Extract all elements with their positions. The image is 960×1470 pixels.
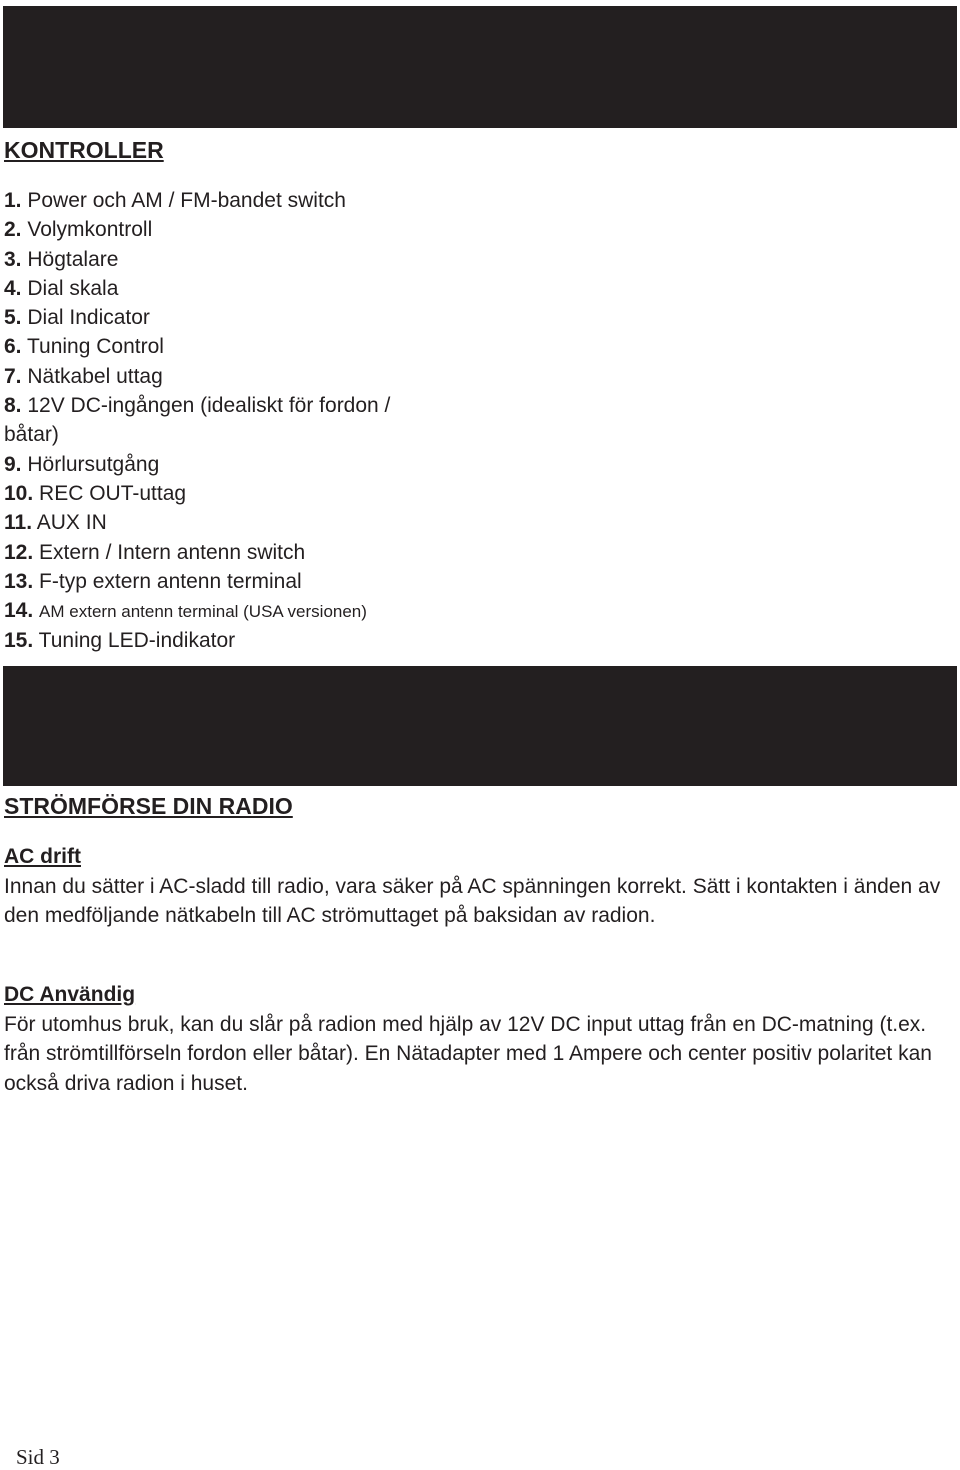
section-divider-bar xyxy=(3,666,957,786)
kontroller-heading: KONTROLLER xyxy=(4,137,164,163)
controls-list-item xyxy=(4,362,390,391)
controls-list-item xyxy=(4,450,390,479)
item-number: 10. xyxy=(4,481,34,505)
item-text: Volymkontroll xyxy=(27,218,153,242)
item-text: Tuning Control xyxy=(26,335,164,359)
item-text: Tuning LED-indikator xyxy=(38,629,236,653)
item-number: 6. xyxy=(4,335,22,359)
controls-list-item xyxy=(4,626,390,655)
item-number: 9. xyxy=(4,452,22,476)
item-text: Högtalare xyxy=(27,247,119,271)
item-text: Hörlursutgång xyxy=(27,452,160,476)
controls-list-item xyxy=(4,596,390,626)
controls-list-item xyxy=(4,567,390,596)
item-number: 2. xyxy=(4,218,22,242)
item-text: AM extern antenn terminal (USA versionen) xyxy=(39,602,367,622)
controls-list-item-continuation xyxy=(4,420,390,449)
controls-list-item xyxy=(4,186,390,215)
controls-list-item xyxy=(4,274,390,303)
item-number: 7. xyxy=(4,364,22,388)
item-number: 1. xyxy=(4,189,22,212)
item-text: Dial Indicator xyxy=(27,306,150,330)
item-number: 5. xyxy=(4,306,22,330)
controls-list-item xyxy=(4,479,390,508)
item-number: 4. xyxy=(4,276,22,300)
item-text: 12V DC-ingången (idealiskt för fordon / xyxy=(27,394,391,418)
controls-list-item xyxy=(4,303,390,332)
item-text: Dial skala xyxy=(27,276,119,300)
controls-list-item xyxy=(4,508,390,537)
controls-list-item xyxy=(4,215,390,244)
item-number: 15. xyxy=(4,629,34,653)
dc-heading: DC Användig xyxy=(4,983,136,1006)
item-number: 8. xyxy=(4,394,22,418)
item-number: 3. xyxy=(4,247,22,271)
item-number: 14. xyxy=(4,599,34,623)
top-header-bar xyxy=(3,6,957,128)
controls-list-item xyxy=(4,332,390,361)
item-number: 13. xyxy=(4,569,34,593)
dc-paragraph: För utomhus bruk, kan du slår på radion med hjälp av 12V DC input uttag från en DC-matning (t.ex. från strömtillförseln fordon eller båtar). En Nätadapter med 1 Ampere och center positiv polaritet kan också driva radion i huset. xyxy=(4,1013,932,1095)
stromforse-heading: STRÖMFÖRSE DIN RADIO xyxy=(4,793,293,819)
item-text: REC OUT-uttag xyxy=(39,481,187,505)
item-text: Nätkabel uttag xyxy=(27,364,163,388)
item-text: Extern / Intern antenn switch xyxy=(39,540,306,564)
controls-list-item xyxy=(4,245,390,274)
item-text: F-typ extern antenn terminal xyxy=(39,569,302,593)
item-text: AUX IN xyxy=(36,511,107,535)
controls-list-item xyxy=(4,391,390,420)
controls-list-item xyxy=(4,538,390,567)
item-text: Power och AM / FM-bandet switch xyxy=(27,189,346,212)
controls-list xyxy=(4,186,390,656)
item-number: 12. xyxy=(4,540,34,564)
item-number: 11. xyxy=(4,511,33,535)
item-text: båtar) xyxy=(4,423,59,447)
page-number: Sid 3 xyxy=(16,1445,60,1469)
ac-drift-paragraph: Innan du sätter i AC-sladd till radio, vara säker på AC spänningen korrekt. Sätt i kontakten i änden av den medföljande nätkabeln till AC strömuttaget på baksidan av radion. xyxy=(4,875,941,928)
ac-drift-heading: AC drift xyxy=(4,845,81,868)
